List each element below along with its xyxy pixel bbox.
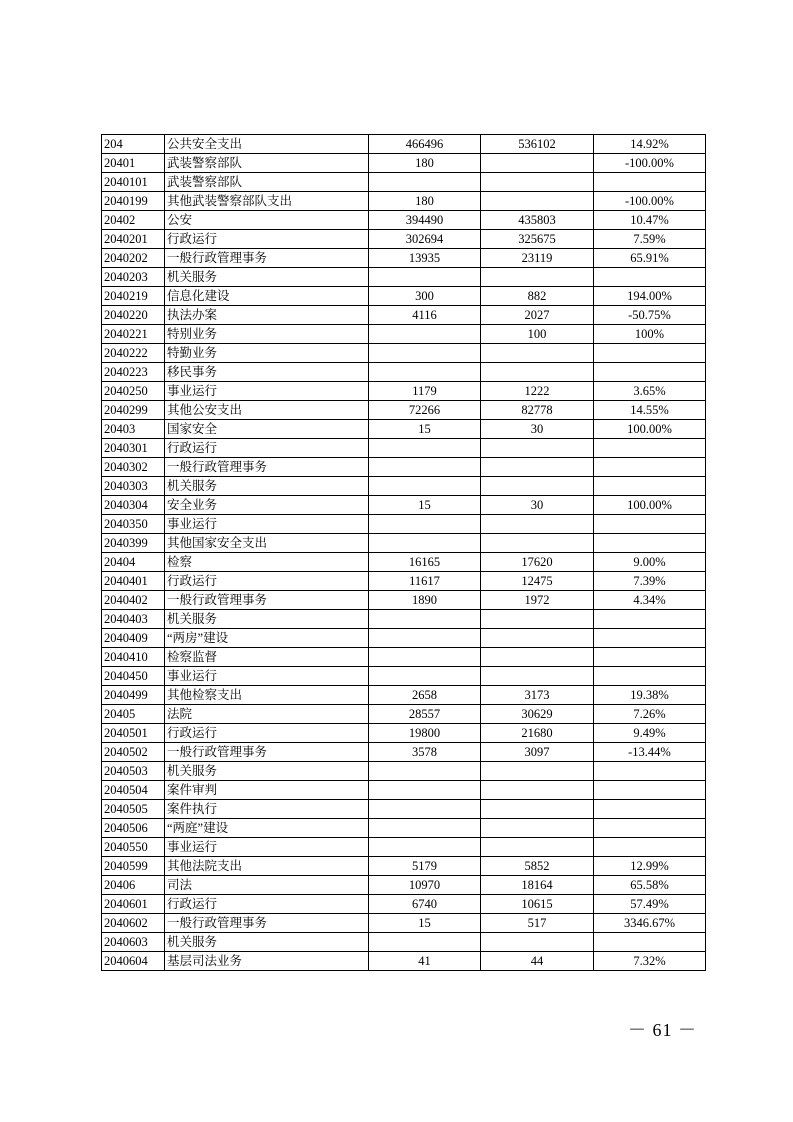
subject-name-cell: 其他检察支出 <box>165 686 369 705</box>
table-row <box>102 553 706 572</box>
subject-code-cell: 2040304 <box>102 496 165 515</box>
prior-amount-cell <box>369 439 481 458</box>
prior-amount-cell: 16165 <box>369 553 481 572</box>
subject-code-cell: 2040401 <box>102 572 165 591</box>
prior-amount-cell: 3578 <box>369 743 481 762</box>
table-row <box>102 439 706 458</box>
prior-amount-cell: 300 <box>369 287 481 306</box>
current-amount-cell: 3097 <box>481 743 594 762</box>
subject-name-cell: 特别业务 <box>165 325 369 344</box>
current-amount-cell: 10615 <box>481 895 594 914</box>
growth-rate-cell <box>594 477 706 496</box>
subject-name-cell: 国家安全 <box>165 420 369 439</box>
growth-rate-cell: -100.00% <box>594 154 706 173</box>
current-amount-cell: 44 <box>481 952 594 971</box>
prior-amount-cell <box>369 344 481 363</box>
current-amount-cell <box>481 458 594 477</box>
table-row <box>102 819 706 838</box>
table-row <box>102 895 706 914</box>
subject-name-cell: 执法办案 <box>165 306 369 325</box>
growth-rate-cell <box>594 268 706 287</box>
prior-amount-cell <box>369 477 481 496</box>
prior-amount-cell: 466496 <box>369 135 481 154</box>
growth-rate-cell <box>594 933 706 952</box>
current-amount-cell: 536102 <box>481 135 594 154</box>
subject-code-cell: 2040223 <box>102 363 165 382</box>
growth-rate-cell: 100% <box>594 325 706 344</box>
subject-name-cell: 其他国家安全支出 <box>165 534 369 553</box>
current-amount-cell: 2027 <box>481 306 594 325</box>
table-row <box>102 648 706 667</box>
growth-rate-cell <box>594 667 706 686</box>
growth-rate-cell <box>594 819 706 838</box>
table-row <box>102 363 706 382</box>
current-amount-cell: 5852 <box>481 857 594 876</box>
table-row <box>102 477 706 496</box>
subject-code-cell: 2040506 <box>102 819 165 838</box>
prior-amount-cell <box>369 629 481 648</box>
subject-name-cell: 武装警察部队 <box>165 154 369 173</box>
growth-rate-cell <box>594 610 706 629</box>
table-row <box>102 211 706 230</box>
subject-code-cell: 2040199 <box>102 192 165 211</box>
current-amount-cell <box>481 762 594 781</box>
prior-amount-cell: 1890 <box>369 591 481 610</box>
subject-code-cell: 2040603 <box>102 933 165 952</box>
table-row <box>102 705 706 724</box>
subject-code-cell: 2040499 <box>102 686 165 705</box>
growth-rate-cell <box>594 363 706 382</box>
subject-name-cell: 检察 <box>165 553 369 572</box>
table-row <box>102 952 706 971</box>
current-amount-cell <box>481 344 594 363</box>
growth-rate-cell: -13.44% <box>594 743 706 762</box>
prior-amount-cell: 302694 <box>369 230 481 249</box>
table-row <box>102 154 706 173</box>
subject-code-cell: 20404 <box>102 553 165 572</box>
current-amount-cell: 23119 <box>481 249 594 268</box>
subject-name-cell: 一般行政管理事务 <box>165 914 369 933</box>
current-amount-cell: 100 <box>481 325 594 344</box>
current-amount-cell <box>481 192 594 211</box>
table-row <box>102 629 706 648</box>
table-row <box>102 268 706 287</box>
current-amount-cell <box>481 819 594 838</box>
subject-name-cell: 法院 <box>165 705 369 724</box>
current-amount-cell <box>481 838 594 857</box>
growth-rate-cell: 19.38% <box>594 686 706 705</box>
current-amount-cell <box>481 515 594 534</box>
current-amount-cell <box>481 534 594 553</box>
current-amount-cell: 517 <box>481 914 594 933</box>
current-amount-cell <box>481 648 594 667</box>
subject-name-cell: 行政运行 <box>165 895 369 914</box>
subject-code-cell: 2040503 <box>102 762 165 781</box>
table-row <box>102 458 706 477</box>
subject-code-cell: 2040409 <box>102 629 165 648</box>
subject-name-cell: 特勤业务 <box>165 344 369 363</box>
table-row <box>102 420 706 439</box>
prior-amount-cell: 10970 <box>369 876 481 895</box>
prior-amount-cell: 15 <box>369 914 481 933</box>
subject-name-cell: 机关服务 <box>165 610 369 629</box>
subject-code-cell: 2040550 <box>102 838 165 857</box>
subject-name-cell: 机关服务 <box>165 762 369 781</box>
table-row <box>102 914 706 933</box>
prior-amount-cell: 180 <box>369 154 481 173</box>
prior-amount-cell <box>369 268 481 287</box>
current-amount-cell <box>481 667 594 686</box>
table-row <box>102 857 706 876</box>
prior-amount-cell: 5179 <box>369 857 481 876</box>
table-row <box>102 933 706 952</box>
table-row <box>102 591 706 610</box>
current-amount-cell: 435803 <box>481 211 594 230</box>
prior-amount-cell: 180 <box>369 192 481 211</box>
table-row <box>102 382 706 401</box>
subject-name-cell: 一般行政管理事务 <box>165 458 369 477</box>
current-amount-cell <box>481 629 594 648</box>
prior-amount-cell: 41 <box>369 952 481 971</box>
prior-amount-cell <box>369 610 481 629</box>
table-row <box>102 781 706 800</box>
subject-code-cell: 2040403 <box>102 610 165 629</box>
growth-rate-cell: 100.00% <box>594 496 706 515</box>
table-row <box>102 572 706 591</box>
growth-rate-cell <box>594 458 706 477</box>
subject-name-cell: 其他法院支出 <box>165 857 369 876</box>
budget-table-body <box>102 135 706 971</box>
growth-rate-cell <box>594 173 706 192</box>
table-row <box>102 667 706 686</box>
growth-rate-cell: 7.32% <box>594 952 706 971</box>
growth-rate-cell: 9.00% <box>594 553 706 572</box>
prior-amount-cell: 72266 <box>369 401 481 420</box>
growth-rate-cell: 14.92% <box>594 135 706 154</box>
growth-rate-cell <box>594 800 706 819</box>
subject-code-cell: 2040601 <box>102 895 165 914</box>
table-row <box>102 249 706 268</box>
current-amount-cell <box>481 363 594 382</box>
table-row <box>102 838 706 857</box>
prior-amount-cell <box>369 173 481 192</box>
subject-code-cell: 2040350 <box>102 515 165 534</box>
growth-rate-cell: 12.99% <box>594 857 706 876</box>
table-row <box>102 496 706 515</box>
table-row <box>102 724 706 743</box>
subject-code-cell: 2040602 <box>102 914 165 933</box>
subject-name-cell: 司法 <box>165 876 369 895</box>
subject-code-cell: 2040604 <box>102 952 165 971</box>
growth-rate-cell: 7.59% <box>594 230 706 249</box>
subject-name-cell: 移民事务 <box>165 363 369 382</box>
subject-code-cell: 2040502 <box>102 743 165 762</box>
prior-amount-cell: 2658 <box>369 686 481 705</box>
table-row <box>102 344 706 363</box>
current-amount-cell: 18164 <box>481 876 594 895</box>
growth-rate-cell: 7.39% <box>594 572 706 591</box>
growth-rate-cell <box>594 439 706 458</box>
current-amount-cell <box>481 154 594 173</box>
prior-amount-cell: 4116 <box>369 306 481 325</box>
growth-rate-cell: 14.55% <box>594 401 706 420</box>
table-row <box>102 287 706 306</box>
growth-rate-cell: 65.58% <box>594 876 706 895</box>
subject-name-cell: 信息化建设 <box>165 287 369 306</box>
table-row <box>102 515 706 534</box>
growth-rate-cell: 3.65% <box>594 382 706 401</box>
growth-rate-cell <box>594 629 706 648</box>
growth-rate-cell <box>594 762 706 781</box>
current-amount-cell: 1222 <box>481 382 594 401</box>
current-amount-cell: 325675 <box>481 230 594 249</box>
subject-name-cell: 一般行政管理事务 <box>165 743 369 762</box>
growth-rate-cell <box>594 838 706 857</box>
prior-amount-cell <box>369 458 481 477</box>
subject-code-cell: 2040301 <box>102 439 165 458</box>
growth-rate-cell: 65.91% <box>594 249 706 268</box>
table-row <box>102 192 706 211</box>
growth-rate-cell: 4.34% <box>594 591 706 610</box>
subject-name-cell: 一般行政管理事务 <box>165 591 369 610</box>
subject-code-cell: 2040399 <box>102 534 165 553</box>
growth-rate-cell: -50.75% <box>594 306 706 325</box>
subject-name-cell: 公共安全支出 <box>165 135 369 154</box>
subject-code-cell: 2040250 <box>102 382 165 401</box>
growth-rate-cell: 100.00% <box>594 420 706 439</box>
subject-name-cell: 行政运行 <box>165 572 369 591</box>
subject-code-cell: 20405 <box>102 705 165 724</box>
current-amount-cell <box>481 781 594 800</box>
subject-code-cell: 2040599 <box>102 857 165 876</box>
subject-name-cell: 基层司法业务 <box>165 952 369 971</box>
table-row <box>102 876 706 895</box>
prior-amount-cell <box>369 819 481 838</box>
subject-name-cell: 公安 <box>165 211 369 230</box>
current-amount-cell <box>481 933 594 952</box>
table-row <box>102 610 706 629</box>
subject-code-cell: 20403 <box>102 420 165 439</box>
growth-rate-cell <box>594 534 706 553</box>
prior-amount-cell: 394490 <box>369 211 481 230</box>
growth-rate-cell: 57.49% <box>594 895 706 914</box>
subject-name-cell: 武装警察部队 <box>165 173 369 192</box>
prior-amount-cell <box>369 363 481 382</box>
subject-code-cell: 2040203 <box>102 268 165 287</box>
subject-name-cell: 事业运行 <box>165 382 369 401</box>
table-row <box>102 401 706 420</box>
subject-code-cell: 2040222 <box>102 344 165 363</box>
prior-amount-cell <box>369 838 481 857</box>
prior-amount-cell: 15 <box>369 496 481 515</box>
growth-rate-cell: 194.00% <box>594 287 706 306</box>
current-amount-cell: 1972 <box>481 591 594 610</box>
subject-code-cell: 20406 <box>102 876 165 895</box>
subject-code-cell: 2040219 <box>102 287 165 306</box>
subject-name-cell: 事业运行 <box>165 838 369 857</box>
prior-amount-cell: 11617 <box>369 572 481 591</box>
growth-rate-cell: 9.49% <box>594 724 706 743</box>
prior-amount-cell <box>369 534 481 553</box>
current-amount-cell <box>481 610 594 629</box>
prior-amount-cell <box>369 648 481 667</box>
current-amount-cell <box>481 439 594 458</box>
subject-name-cell: 案件审判 <box>165 781 369 800</box>
growth-rate-cell: -100.00% <box>594 192 706 211</box>
subject-code-cell: 2040450 <box>102 667 165 686</box>
prior-amount-cell <box>369 515 481 534</box>
table-row <box>102 230 706 249</box>
subject-name-cell: 机关服务 <box>165 933 369 952</box>
prior-amount-cell: 28557 <box>369 705 481 724</box>
prior-amount-cell <box>369 762 481 781</box>
current-amount-cell <box>481 173 594 192</box>
growth-rate-cell <box>594 515 706 534</box>
prior-amount-cell: 19800 <box>369 724 481 743</box>
table-row <box>102 306 706 325</box>
budget-table <box>101 134 706 971</box>
prior-amount-cell <box>369 325 481 344</box>
table-row <box>102 800 706 819</box>
current-amount-cell: 3173 <box>481 686 594 705</box>
table-row <box>102 534 706 553</box>
subject-code-cell: 204 <box>102 135 165 154</box>
growth-rate-cell: 7.26% <box>594 705 706 724</box>
table-row <box>102 173 706 192</box>
subject-name-cell: 一般行政管理事务 <box>165 249 369 268</box>
subject-name-cell: 事业运行 <box>165 515 369 534</box>
current-amount-cell: 30 <box>481 420 594 439</box>
growth-rate-cell: 3346.67% <box>594 914 706 933</box>
subject-name-cell: 行政运行 <box>165 724 369 743</box>
growth-rate-cell: 10.47% <box>594 211 706 230</box>
prior-amount-cell: 6740 <box>369 895 481 914</box>
subject-code-cell: 2040201 <box>102 230 165 249</box>
prior-amount-cell <box>369 781 481 800</box>
prior-amount-cell: 15 <box>369 420 481 439</box>
subject-name-cell: 案件执行 <box>165 800 369 819</box>
growth-rate-cell <box>594 344 706 363</box>
table-row <box>102 325 706 344</box>
subject-code-cell: 2040220 <box>102 306 165 325</box>
subject-code-cell: 2040505 <box>102 800 165 819</box>
subject-code-cell: 2040303 <box>102 477 165 496</box>
table-row <box>102 135 706 154</box>
growth-rate-cell <box>594 781 706 800</box>
prior-amount-cell: 1179 <box>369 382 481 401</box>
prior-amount-cell <box>369 933 481 952</box>
subject-code-cell: 2040202 <box>102 249 165 268</box>
subject-name-cell: 机关服务 <box>165 477 369 496</box>
subject-name-cell: 安全业务 <box>165 496 369 515</box>
table-row <box>102 762 706 781</box>
subject-name-cell: 机关服务 <box>165 268 369 287</box>
subject-code-cell: 2040402 <box>102 591 165 610</box>
current-amount-cell <box>481 268 594 287</box>
prior-amount-cell <box>369 800 481 819</box>
subject-name-cell: 其他武装警察部队支出 <box>165 192 369 211</box>
subject-code-cell: 2040501 <box>102 724 165 743</box>
table-row <box>102 743 706 762</box>
subject-name-cell: 其他公安支出 <box>165 401 369 420</box>
prior-amount-cell <box>369 667 481 686</box>
current-amount-cell: 21680 <box>481 724 594 743</box>
current-amount-cell: 882 <box>481 287 594 306</box>
subject-code-cell: 2040221 <box>102 325 165 344</box>
table-row <box>102 686 706 705</box>
subject-name-cell: 事业运行 <box>165 667 369 686</box>
subject-code-cell: 20402 <box>102 211 165 230</box>
growth-rate-cell <box>594 648 706 667</box>
subject-code-cell: 20401 <box>102 154 165 173</box>
current-amount-cell: 30 <box>481 496 594 515</box>
subject-code-cell: 2040504 <box>102 781 165 800</box>
current-amount-cell: 82778 <box>481 401 594 420</box>
subject-name-cell: 检察监督 <box>165 648 369 667</box>
page-number: － 61 － <box>628 1020 697 1040</box>
subject-code-cell: 2040410 <box>102 648 165 667</box>
subject-name-cell: “两房”建设 <box>165 629 369 648</box>
subject-name-cell: “两庭”建设 <box>165 819 369 838</box>
current-amount-cell <box>481 800 594 819</box>
subject-code-cell: 2040299 <box>102 401 165 420</box>
current-amount-cell: 12475 <box>481 572 594 591</box>
subject-code-cell: 2040302 <box>102 458 165 477</box>
current-amount-cell: 17620 <box>481 553 594 572</box>
subject-name-cell: 行政运行 <box>165 230 369 249</box>
subject-name-cell: 行政运行 <box>165 439 369 458</box>
current-amount-cell: 30629 <box>481 705 594 724</box>
subject-code-cell: 2040101 <box>102 173 165 192</box>
prior-amount-cell: 13935 <box>369 249 481 268</box>
current-amount-cell <box>481 477 594 496</box>
